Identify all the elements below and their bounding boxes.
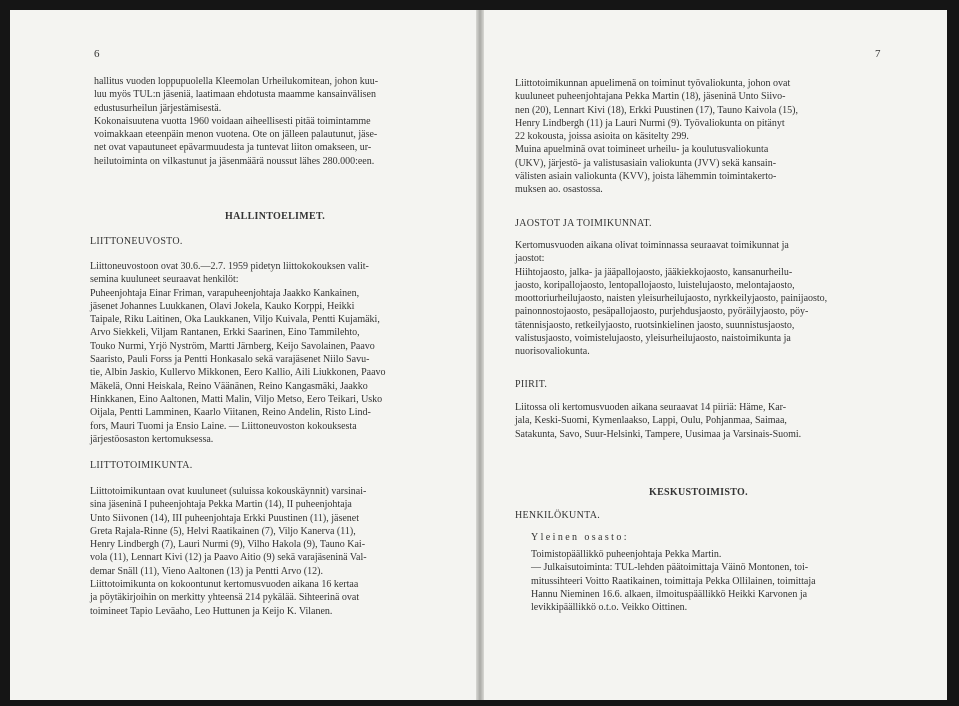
text-line: jaostot: xyxy=(515,253,545,265)
jaostot-paragraph xyxy=(515,239,827,359)
yleinen-osasto-paragraph xyxy=(531,548,816,614)
piirit-paragraph xyxy=(515,401,801,441)
text-line: Oijala, Pentti Lamminen, Kaarlo Viitanen, Reino Andelin, Risto Lind- xyxy=(90,407,371,419)
text-line: Unto Siivonen (14), III puheenjohtaja Erkki Puustinen (11), jäsenet xyxy=(90,512,360,524)
intro-paragraph xyxy=(94,75,378,168)
text-line: 22 kokousta, joissa asioita on käsitelty 299. xyxy=(515,131,689,143)
heading-henkilokunta: HENKILÖKUNTA. xyxy=(515,510,601,521)
text-line: Liittotoimikunnan apuelimenä on toiminut työvaliokunta, johon ovat xyxy=(515,78,791,89)
heading-liittotoimikunta: LIITTOTOIMIKUNTA. xyxy=(90,460,193,471)
text-line: sina jäseninä I puheenjohtaja Pekka Martin (14), II puheenjohtaja xyxy=(90,499,352,511)
text-line: Liittotoimikunta on kokoontunut kertomusvuoden aikana 16 kertaa xyxy=(90,579,359,591)
right-page xyxy=(484,10,947,700)
text-line: valistusjaosto, voimistelujaosto, yleisurheilujaosto, naistoimikunta ja xyxy=(515,333,791,345)
text-line: nen (20), Lennart Kivi (18), Erkki Puustinen (17), Tauno Kaivola (15), xyxy=(515,104,798,116)
text-line: Liittoneuvostoon ovat 30.6.—2.7. 1959 pidetyn liittokokouksen valit- xyxy=(90,261,369,272)
text-line: muksen ao. osastossa. xyxy=(515,184,603,196)
text-line: (UKV), järjestö- ja valistusasiain valiokunta (JVV) sekä kansain- xyxy=(515,157,777,169)
heading-yleinen-osasto: Yleinen osasto: xyxy=(531,532,629,543)
text-line: Arvo Siekkeli, Viljam Rantanen, Erkki Saarinen, Eino Tammilehto, xyxy=(90,327,360,339)
text-line: demar Snäll (11), Vieno Aaltonen (13) ja Pentti Arvo (12). xyxy=(90,565,323,577)
book-gutter xyxy=(476,10,484,700)
text-line: Liitossa oli kertomusvuoden aikana seuraavat 14 piiriä: Häme, Kar- xyxy=(515,402,787,413)
heading-hallintoelimet: HALLINTOELIMET. xyxy=(225,211,325,222)
liittoneuvosto-paragraph xyxy=(90,260,386,446)
text-line: luu myös TUL:n jäseniä, laatimaan ehdotusta maamme kansainvälisen xyxy=(94,89,376,101)
text-line: semina kuuluneet seuraavat henkilöt: xyxy=(90,274,239,286)
text-line: hallitus vuoden loppupuolella Kleemolan Urheilukomitean, johon kuu- xyxy=(94,76,379,87)
tyovaliokunta-paragraph xyxy=(515,77,798,197)
text-line: voimakkaan eteenpäin menon vuotena. Ote on jälleen palautunut, jäse- xyxy=(94,129,378,141)
text-line: nuorisovaliokunta. xyxy=(515,346,590,358)
text-line: Mäkelä, Onni Heiskala, Reino Väänänen, Reino Kangasmäki, Jaakko xyxy=(90,380,368,392)
text-line: — Julkaisutoiminta: TUL-lehden päätoimittaja Väinö Montonen, toi- xyxy=(531,562,809,574)
text-line: Puheenjohtaja Einar Friman, varapuheenjohtaja Jaakko Kankainen, xyxy=(90,287,360,299)
text-line: Satakunta, Savo, Suur-Helsinki, Tampere, Uusimaa ja Varsinais-Suomi. xyxy=(515,428,802,440)
heading-keskustoimisto: KESKUSTOIMISTO. xyxy=(649,487,748,498)
text-line: jaosto, koripallojaosto, lentopallojaosto, luistelujaosto, melontajaosto, xyxy=(515,279,795,291)
text-line: toimineet Tapio Leväaho, Leo Huttunen ja Keijo K. Vilanen. xyxy=(90,605,333,617)
text-line: Hinkkanen, Eino Aaltonen, Matti Malin, Viljo Metso, Eero Teikari, Usko xyxy=(90,393,383,405)
text-line: ja pöytäkirjoihin on merkitty yhteensä 214 pykälää. Sihteerinä ovat xyxy=(90,592,360,604)
text-line: vola (11), Lennart Kivi (12) ja Paavo Aitio (9) sekä varajäseninä Val- xyxy=(90,552,367,564)
page-number-left: 6 xyxy=(94,48,100,60)
text-line: fors, Mauri Tuomi ja Ensio Laine. — Liittoneuvoston kokouksesta xyxy=(90,420,357,432)
text-line: välisten asiain valiokunta (KVV), joista lähemmin toimintakerto- xyxy=(515,171,777,183)
text-line: jala, Keski-Suomi, Kymenlaakso, Lappi, Oulu, Pohjanmaa, Saimaa, xyxy=(515,415,787,427)
text-line: Touko Nurmi, Yrjö Nyström, Martti Järnberg, Keijo Savolainen, Paavo xyxy=(90,340,375,352)
text-line: Saaristo, Pauli Forss ja Pentti Honkasalo sekä varajäsenet Niilo Savu- xyxy=(90,354,370,366)
page-number-right: 7 xyxy=(875,48,881,60)
text-line: Henry Lindbergh (7), Lauri Nurmi (9), Vilho Hakola (9), Tauno Kai- xyxy=(90,539,366,551)
text-line: levikkipäällikkö o.t.o. Veikko Oittinen. xyxy=(531,602,688,614)
heading-liittoneuvosto: LIITTONEUVOSTO. xyxy=(90,236,183,247)
text-line: Toimistopäällikkö puheenjohtaja Pekka Martin. xyxy=(531,549,722,560)
text-line: net ovat vapautuneet epävarmuudesta ja tuntevat liiton omakseen, ur- xyxy=(94,142,372,154)
text-line: painonnostojaosto, pesäpallojaosto, purjehdusjaosto, pyöräilyjaosto, pöy- xyxy=(515,306,809,318)
text-line: tie, Albin Jaskio, Kullervo Mikkonen, Eero Kallio, Aili Liukkonen, Paavo xyxy=(90,367,386,379)
text-line: Muina apuelminä ovat toimineet urheilu- ja koulutusvaliokunta xyxy=(515,144,769,156)
text-line: Liittotoimikuntaan ovat kuuluneet (suluissa kokouskäynnit) varsinai- xyxy=(90,486,367,497)
text-line: Henry Lindbergh (11) ja Lauri Nurmi (9). Työvaliokunta on pitänyt xyxy=(515,117,785,129)
heading-jaostot-ja-toimikunnat: JAOSTOT JA TOIMIKUNNAT. xyxy=(515,218,652,229)
text-line: tätennisjaosto, retkeilyjaosto, ruotsinkielinen jaosto, suunnistusjaosto, xyxy=(515,319,795,331)
text-line: Hannu Nieminen 16.6. alkaen, ilmoituspäällikkö Heikki Karvonen ja xyxy=(531,588,808,600)
text-line: moottoriurheilujaosto, naisten yleisurheilujaosto, nyrkkeilyjaosto, painijaosto, xyxy=(515,293,828,305)
text-line: Hiihtojaosto, jalka- ja jääpallojaosto, jääkiekkojaosto, kansanurheilu- xyxy=(515,266,793,278)
text-line: kuuluneet puheenjohtajana Pekka Martin (18), jäseninä Unto Siivo- xyxy=(515,91,786,103)
text-line: Kokonaisuutena vuotta 1960 voidaan aiheellisesti pitää toimintamme xyxy=(94,115,371,127)
text-line: Taipale, Riku Laitinen, Oka Laukkanen, Viljo Kuivala, Pentti Kujamäki, xyxy=(90,314,380,326)
text-line: järjestöosaston kertomuksessa. xyxy=(90,433,214,445)
text-line: edustusurheilun järjestämisestä. xyxy=(94,102,222,114)
text-line: heilutoiminta on vilkastunut ja jäsenmäärä noussut lähes 280.000:een. xyxy=(94,155,375,167)
text-line: Greta Rajala-Rinne (5), Helvi Raatikainen (7), Viljo Kanerva (11), xyxy=(90,525,356,537)
text-line: jäsenet Johannes Luukkanen, Olavi Jokela, Kauko Korppi, Heikki xyxy=(90,300,355,312)
heading-piirit: PIIRIT. xyxy=(515,379,548,390)
liittotoimikunta-paragraph xyxy=(90,485,367,618)
left-page xyxy=(10,10,476,700)
text-line: mitussihteeri Voitto Raatikainen, toimittaja Pekka Ollilainen, toimittaja xyxy=(531,575,816,587)
text-line: Kertomusvuoden aikana olivat toiminnassa seuraavat toimikunnat ja xyxy=(515,240,789,251)
